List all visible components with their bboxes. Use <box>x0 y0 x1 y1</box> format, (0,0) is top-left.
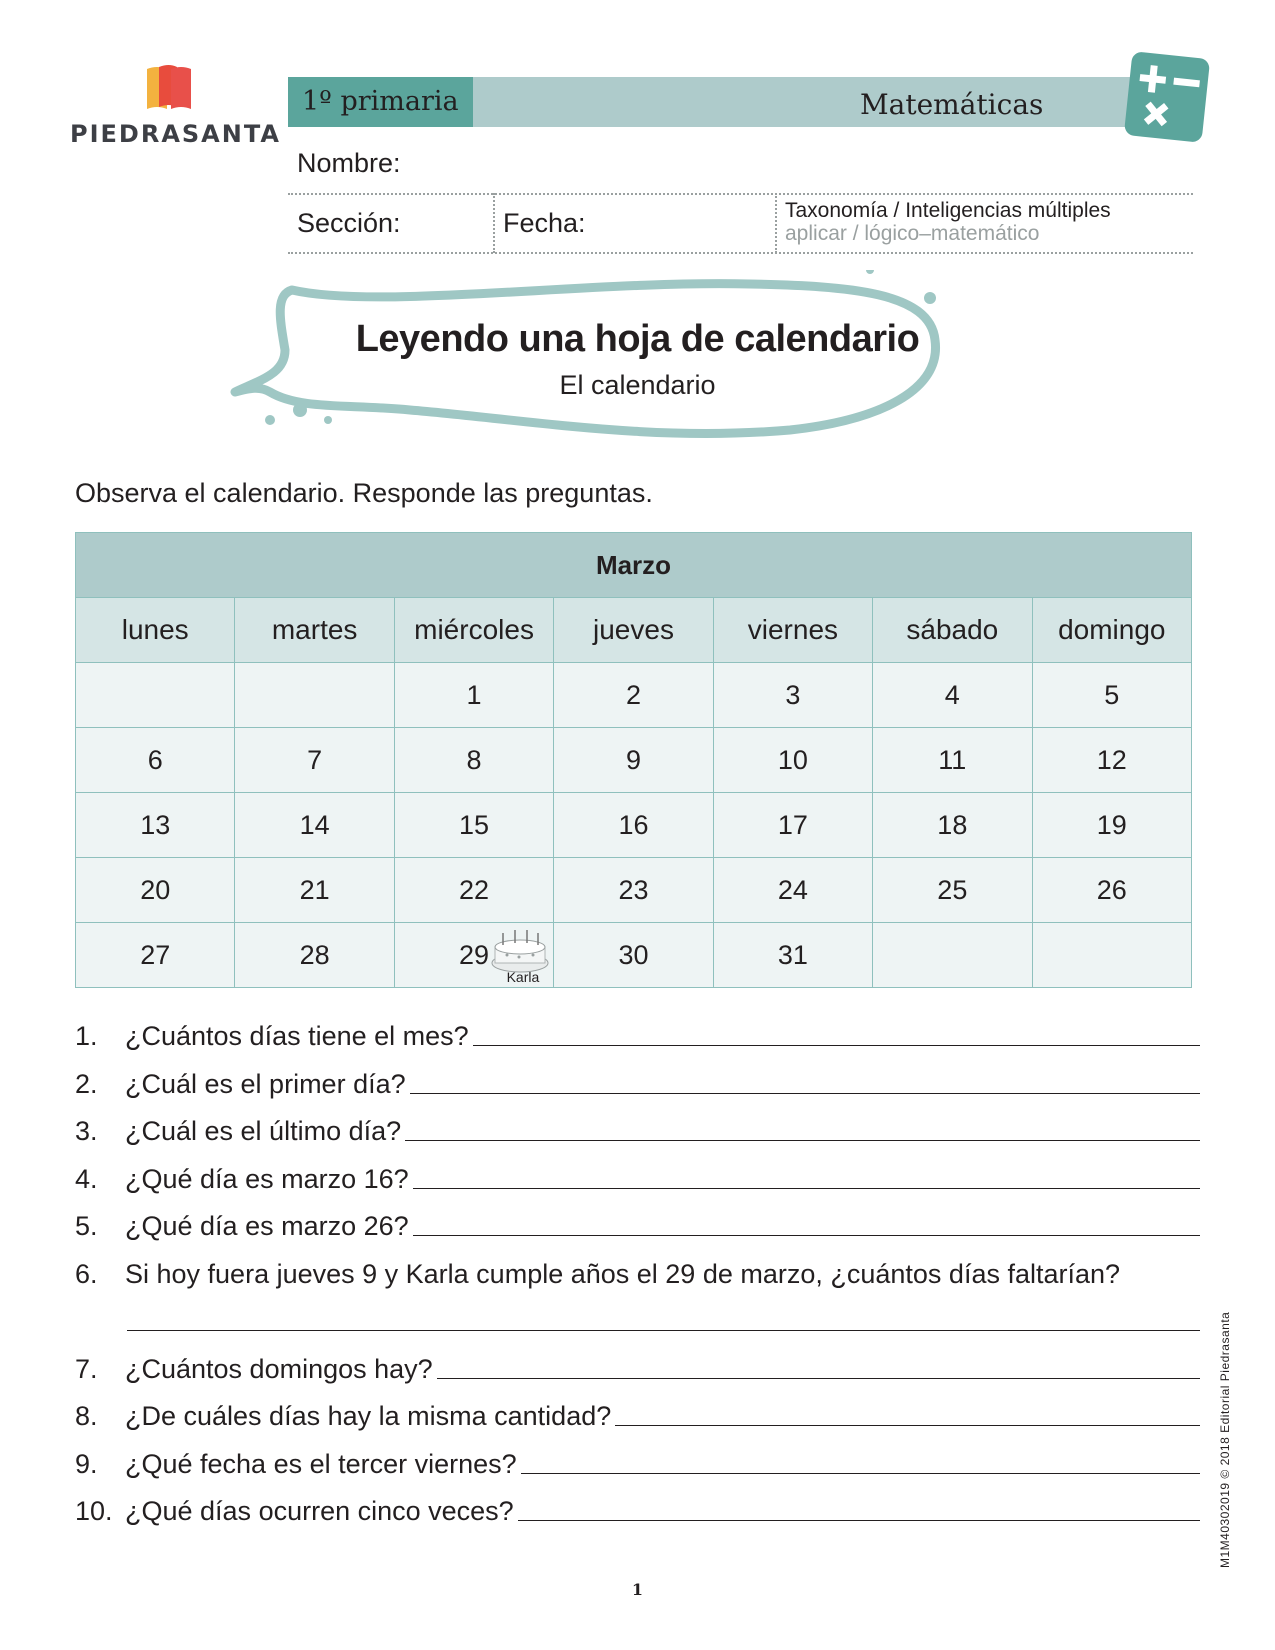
weekday-header: sábado <box>873 598 1032 663</box>
calendar-day: 30 <box>554 923 713 988</box>
calendar-day-birthday <box>394 923 553 988</box>
taxonomy-title: Taxonomía / Inteligencias múltiples <box>785 199 1111 222</box>
question-text: Si hoy fuera jueves 9 y Karla cumple años el 29 de marzo, ¿cuántos días faltarían? <box>125 1259 1121 1289</box>
plus-minus-times-icon <box>1124 51 1210 143</box>
calendar-day: 8 <box>394 728 553 793</box>
calendar-day: 25 <box>873 858 1032 923</box>
question-text: ¿Cuál es el primer día? <box>125 1069 406 1099</box>
calendar-week-row <box>76 858 1192 923</box>
calendar-day <box>235 663 394 728</box>
weekday-header: viernes <box>713 598 872 663</box>
question-number: 3. <box>75 1116 98 1146</box>
title-bubble-decoration <box>230 270 990 460</box>
calendar-day: 26 <box>1032 858 1191 923</box>
calendar-day: 13 <box>76 793 235 858</box>
question-item <box>75 1250 1200 1290</box>
weekday-header: domingo <box>1032 598 1191 663</box>
calendar-day: 9 <box>554 728 713 793</box>
nombre-label: Nombre: <box>297 148 401 178</box>
calendar-day: 16 <box>554 793 713 858</box>
calendar-day <box>873 923 1032 988</box>
weekday-header: jueves <box>554 598 713 663</box>
calendar-day: 15 <box>394 793 553 858</box>
answer-line[interactable] <box>473 1044 1200 1046</box>
calendar-week-row <box>76 728 1192 793</box>
divider <box>288 193 1193 195</box>
question-number: 4. <box>75 1164 98 1194</box>
question-text: ¿Cuántos días tiene el mes? <box>125 1021 469 1051</box>
question-text: ¿Cuántos domingos hay? <box>125 1354 433 1384</box>
brand-logo <box>70 58 281 150</box>
question-text: ¿Qué fecha es el tercer viernes? <box>125 1449 517 1479</box>
calendar-day: 12 <box>1032 728 1191 793</box>
book-logo-icon <box>145 63 193 111</box>
calendar-day: 11 <box>873 728 1032 793</box>
question-number: 5. <box>75 1211 98 1241</box>
calendar-week-row <box>76 923 1192 988</box>
calendar-day: 5 <box>1032 663 1191 728</box>
calendar-day: 31 <box>713 923 872 988</box>
brand-name: PIEDRASANTA <box>70 120 281 148</box>
question-text: ¿De cuáles días hay la misma cantidad? <box>125 1401 612 1431</box>
question-text: ¿Qué días ocurren cinco veces? <box>125 1496 514 1526</box>
question-item <box>75 1345 1200 1385</box>
calendar-day: 18 <box>873 793 1032 858</box>
seccion-label: Sección: <box>297 208 401 238</box>
calendar-day: 28 <box>235 923 394 988</box>
question-number: 9. <box>75 1449 98 1479</box>
page-subtitle: El calendario <box>559 370 716 400</box>
weekday-header: miércoles <box>394 598 553 663</box>
answer-line[interactable] <box>615 1424 1200 1426</box>
answer-line[interactable] <box>413 1187 1200 1189</box>
calendar-day-number: 29 <box>459 939 490 970</box>
divider <box>288 252 1193 254</box>
calendar-day: 24 <box>713 858 872 923</box>
taxonomy-value: aplicar / lógico–matemático <box>785 222 1040 245</box>
subject-label: Matemáticas <box>860 88 1044 121</box>
calendar-month: Marzo <box>76 533 1192 598</box>
calendar-day: 6 <box>76 728 235 793</box>
instructions: Observa el calendario. Responde las preguntas. <box>75 478 653 508</box>
calendar-day: 7 <box>235 728 394 793</box>
question-item <box>75 1107 1200 1147</box>
answer-line[interactable] <box>405 1139 1200 1141</box>
birthday-label: Karla <box>506 969 540 985</box>
question-number: 1. <box>75 1021 98 1051</box>
calendar-day: 27 <box>76 923 235 988</box>
calendar-day: 21 <box>235 858 394 923</box>
question-text: ¿Qué día es marzo 26? <box>125 1211 409 1241</box>
question-item <box>75 1155 1200 1195</box>
calendar-day <box>76 663 235 728</box>
calendar-day: 1 <box>394 663 553 728</box>
weekday-header: martes <box>235 598 394 663</box>
calendar-day: 4 <box>873 663 1032 728</box>
fecha-label: Fecha: <box>503 208 586 238</box>
calendar-day: 2 <box>554 663 713 728</box>
question-item <box>75 1440 1200 1480</box>
page-number: 1 <box>631 1580 644 1599</box>
calendar-day: 23 <box>554 858 713 923</box>
calendar-day: 22 <box>394 858 553 923</box>
question-text: ¿Qué día es marzo 16? <box>125 1164 409 1194</box>
copyright-notice: M1M40302019 © 2018 Editorial Piedrasanta <box>1218 1311 1232 1568</box>
question-item <box>75 1060 1200 1100</box>
question-item <box>75 1392 1200 1432</box>
question-number: 6. <box>75 1259 98 1289</box>
calendar-table <box>75 532 1192 988</box>
calendar-day <box>1032 923 1191 988</box>
question-number: 8. <box>75 1401 98 1431</box>
answer-line[interactable] <box>410 1092 1200 1094</box>
weekday-header: lunes <box>76 598 235 663</box>
calendar-day: 20 <box>76 858 235 923</box>
question-text: ¿Cuál es el último día? <box>125 1116 402 1146</box>
question-number: 10. <box>75 1496 113 1526</box>
answer-line[interactable] <box>127 1330 1200 1331</box>
answer-line[interactable] <box>518 1519 1200 1521</box>
calendar-day: 19 <box>1032 793 1191 858</box>
calendar-day: 3 <box>713 663 872 728</box>
divider <box>493 193 495 253</box>
answer-line[interactable] <box>521 1472 1200 1474</box>
divider <box>775 193 777 253</box>
question-item <box>75 1487 1200 1527</box>
page-title: Leyendo una hoja de calendario <box>355 318 920 360</box>
calendar-day: 14 <box>235 793 394 858</box>
calendar-day: 17 <box>713 793 872 858</box>
calendar-week-row <box>76 663 1192 728</box>
weekday-header-row <box>76 598 1192 663</box>
grade-label: 1º primaria <box>288 77 473 127</box>
calendar-week-row <box>76 793 1192 858</box>
question-number: 7. <box>75 1354 98 1384</box>
question-item <box>75 1012 1200 1052</box>
answer-line[interactable] <box>437 1377 1200 1379</box>
answer-line[interactable] <box>413 1234 1200 1236</box>
question-number: 2. <box>75 1069 98 1099</box>
question-item <box>75 1202 1200 1242</box>
calendar-day: 10 <box>713 728 872 793</box>
